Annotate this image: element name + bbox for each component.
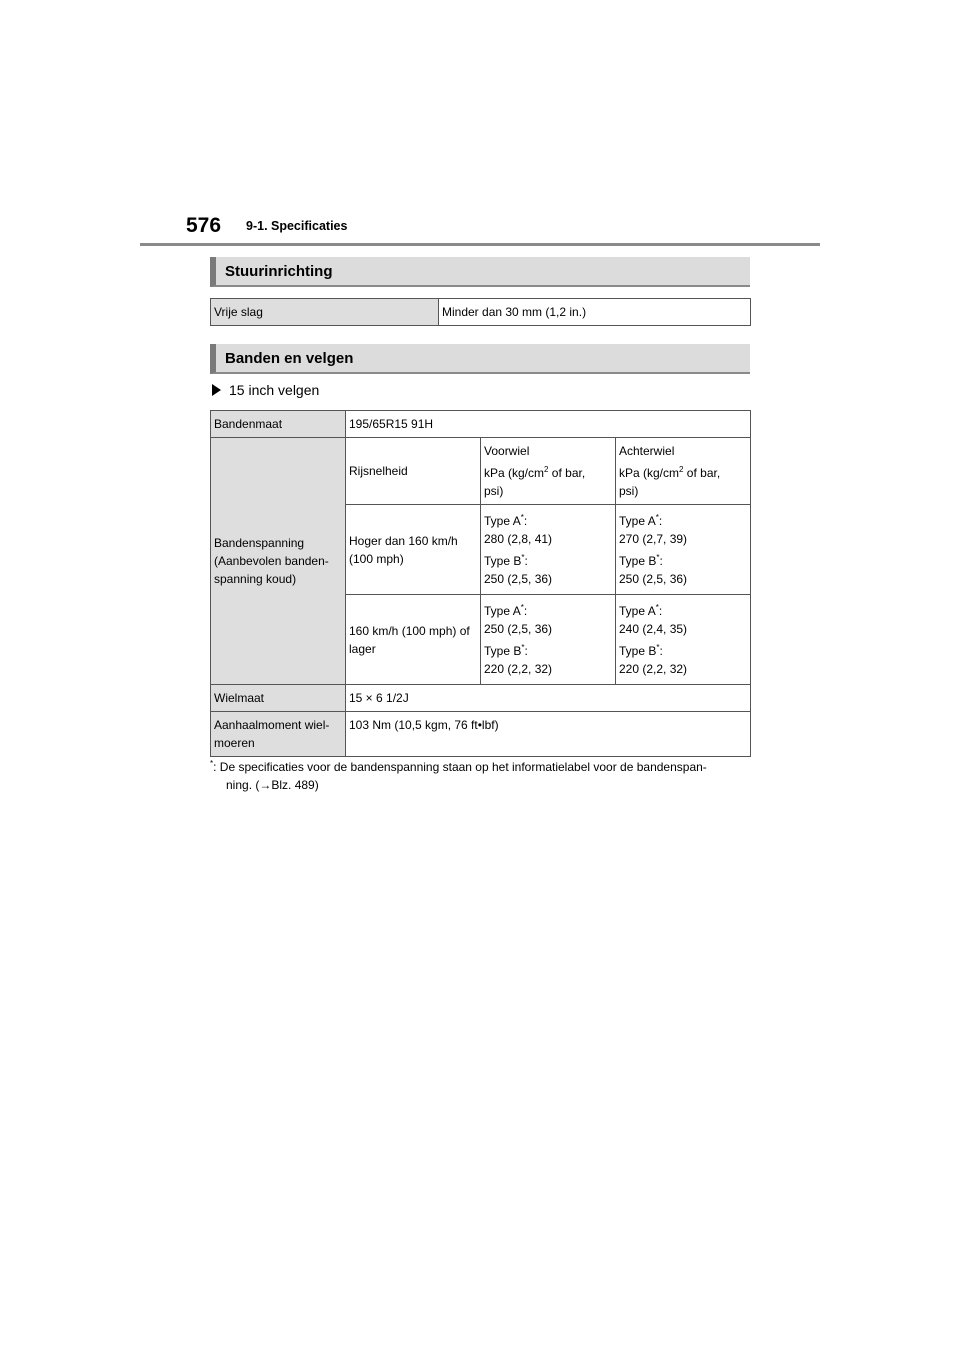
torque-label-line: Aanhaalmoment wiel- — [214, 718, 330, 732]
low-front-b-value: 220 (2,2, 32) — [484, 661, 553, 676]
footnote-line: ning. (→Blz. 489) — [226, 778, 319, 792]
torque-label-line: moeren — [214, 736, 255, 750]
type-b-label: Type B*: — [484, 642, 528, 658]
wheel-size-label: Wielmaat — [211, 685, 346, 712]
front-header-cell — [481, 438, 616, 505]
high-front-a-value: 280 (2,8, 41) — [484, 531, 553, 546]
torque-value: 103 Nm (10,5 kgm, 76 ft•lbf) — [346, 712, 751, 757]
subtitle — [212, 382, 319, 398]
subtitle-text: 15 inch velgen — [229, 382, 320, 398]
header-rule — [140, 243, 820, 246]
wheels-heading — [210, 344, 750, 374]
high-rear-b-value: 250 (2,5, 36) — [619, 571, 688, 586]
page-number: 576 — [186, 214, 222, 237]
high-speed-cell — [346, 505, 481, 595]
table-row — [211, 685, 751, 712]
footnote-line: *: De specificaties voor de bandenspanning staan op het informatielabel voor de bandenspan- — [210, 759, 707, 774]
tire-size-value: 195/65R15 91H — [346, 411, 751, 438]
rear-header-cell — [616, 438, 751, 505]
free-play-label: Vrije slag — [211, 299, 439, 326]
rear-unit-psi: psi) — [619, 484, 639, 498]
rear-unit: kPa ($kg/cm^2$ of bar, — [619, 465, 721, 480]
low-speed-cell — [346, 595, 481, 685]
low-rear-b-value: 220 (2,2, 32) — [619, 661, 688, 676]
wheels-heading-text: Banden en velgen — [225, 350, 354, 367]
steering-heading-text: Stuurinrichting — [225, 263, 333, 280]
high-front-b-value: 250 (2,5, 36) — [484, 571, 553, 586]
arrow-icon — [212, 384, 221, 396]
type-a-label: Type A*: — [619, 602, 663, 618]
table-row — [211, 438, 751, 505]
high-speed-text: Hoger dan 160 km/h — [349, 533, 458, 548]
high-front-cell — [481, 505, 616, 595]
pressure-label-line: Bandenspanning — [214, 536, 305, 550]
low-front-cell — [481, 595, 616, 685]
table-row — [211, 411, 751, 438]
pressure-label-line: (Aanbevolen banden- — [214, 554, 329, 568]
low-speed-text: 160 km/h (100 mph) of — [349, 623, 470, 638]
high-speed-text: (100 mph) — [349, 551, 404, 566]
speed-label-cell — [346, 438, 481, 505]
footnote — [210, 758, 755, 794]
rear-title: Achterwiel — [619, 444, 675, 458]
low-rear-cell — [616, 595, 751, 685]
section-title: 9-1. Specificaties — [246, 219, 348, 233]
torque-label — [211, 712, 346, 757]
high-rear-cell — [616, 505, 751, 595]
high-rear-a-value: 270 (2,7, 39) — [619, 531, 688, 546]
type-b-label: Type B*: — [484, 552, 528, 568]
front-title: Voorwiel — [484, 444, 530, 458]
wheel-size-value: 15 × 6 1/2J — [346, 685, 751, 712]
low-speed-text: lager — [349, 641, 376, 656]
type-a-label: Type A*: — [619, 512, 663, 528]
type-b-label: Type B*: — [619, 642, 663, 658]
table-row — [211, 299, 751, 326]
pressure-label — [211, 438, 346, 685]
table-row — [211, 712, 751, 757]
type-a-label: Type A*: — [484, 512, 528, 528]
wheels-table — [210, 410, 751, 757]
steering-heading — [210, 257, 750, 287]
free-play-value: Minder dan 30 mm (1,2 in.) — [439, 299, 751, 326]
pressure-label-line: spanning koud) — [214, 572, 297, 586]
low-rear-a-value: 240 (2,4, 35) — [619, 621, 688, 636]
steering-table — [210, 298, 751, 326]
footnote-marker: * — [210, 759, 214, 768]
tire-size-label: Bandenmaat — [211, 411, 346, 438]
front-unit-psi: psi) — [484, 484, 504, 498]
type-a-label: Type A*: — [484, 602, 528, 618]
front-unit: kPa ($kg/cm^2$ of bar, — [484, 465, 586, 480]
low-front-a-value: 250 (2,5, 36) — [484, 621, 553, 636]
speed-label: Rijsnelheid — [349, 464, 408, 478]
type-b-label: Type B*: — [619, 552, 663, 568]
